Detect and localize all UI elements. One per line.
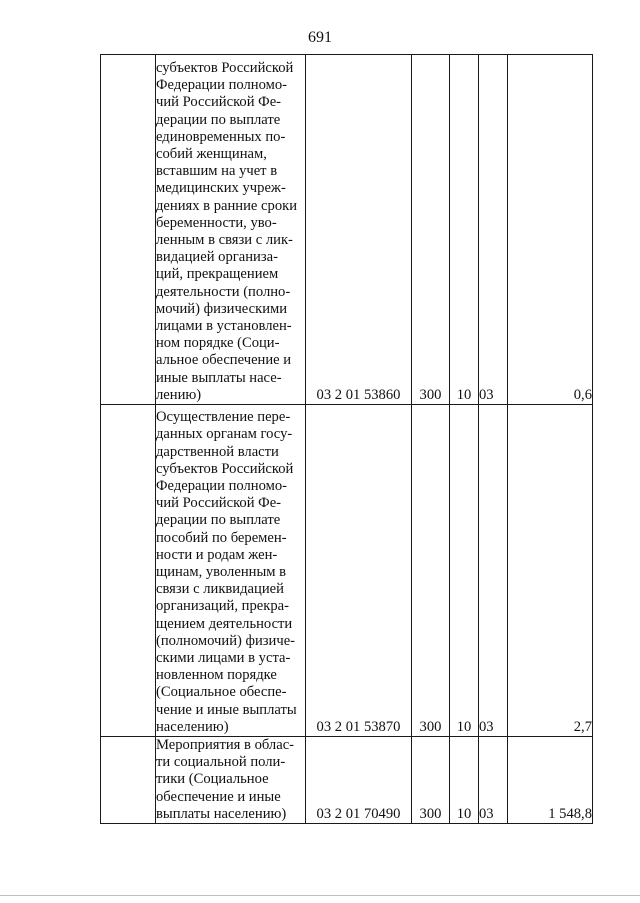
description-line: деятельности (полно- — [156, 283, 291, 300]
description-line: ций, прекращением — [156, 266, 279, 283]
description-line: альное обеспечение и — [156, 352, 292, 369]
row-expense-type: 300 — [412, 405, 450, 737]
row-target-code: 03 2 01 53870 — [306, 405, 412, 737]
row-blank-cell — [101, 405, 156, 737]
row-blank-cell — [101, 55, 156, 405]
table-row — [101, 405, 593, 737]
description-line: щением деятельности — [156, 615, 293, 632]
row-section: 10 — [450, 55, 479, 405]
row-target-code: 03 2 01 70490 — [306, 737, 412, 824]
description-line: дениях в ранние сроки — [156, 197, 298, 214]
row-expense-type: 300 — [412, 737, 450, 824]
description-line: чение и иные выплаты — [156, 701, 297, 718]
description-line: дарственной власти — [156, 443, 279, 460]
description-line: пособий по беремен- — [156, 529, 287, 546]
description-line: ности и родам жен- — [156, 546, 278, 563]
row-subsection: 03 — [479, 405, 508, 737]
row-amount: 1 548,8 — [508, 737, 593, 824]
description-line: мочий) физическими — [156, 300, 288, 317]
description-line: видацией организа- — [156, 249, 278, 266]
table-row — [101, 737, 593, 824]
description-line: ном порядке (Соци- — [156, 335, 280, 352]
description-line: Осуществление пере- — [156, 409, 291, 426]
row-amount: 0,6 — [508, 55, 593, 405]
description-line: вставшим на учет в — [156, 163, 278, 180]
description-line: тики (Социальное — [156, 771, 269, 788]
description-line: чий Российской Фе- — [156, 495, 282, 512]
description-line: лению) — [156, 386, 202, 403]
scan-edge-line — [0, 895, 640, 896]
description-line: лицами в установлен- — [156, 317, 292, 334]
description-line: собий женщинам, — [156, 145, 267, 162]
row-target-code: 03 2 01 53860 — [306, 55, 412, 405]
row-expense-type: 300 — [412, 55, 450, 405]
description-line: ти социальной поли- — [156, 754, 286, 771]
row-description — [156, 55, 306, 405]
page-number: 691 — [308, 29, 332, 46]
table-row — [101, 55, 593, 405]
description-line: (Социальное обеспе- — [156, 684, 287, 701]
description-line: субъектов Российской — [156, 59, 294, 76]
description-line: единовременных по- — [156, 128, 286, 145]
row-blank-cell — [101, 737, 156, 824]
description-line: чий Российской Фе- — [156, 94, 282, 111]
description-line: данных органам госу- — [156, 426, 293, 443]
description-line: субъектов Российской — [156, 460, 294, 477]
description-line: ленным в связи с лик- — [156, 231, 293, 248]
description-line: Федерации полномо- — [156, 77, 287, 94]
description-line: беременности, уво- — [156, 214, 277, 231]
description-line: (полномочий) физиче- — [156, 632, 296, 649]
row-description — [156, 737, 306, 824]
row-amount: 2,7 — [508, 405, 593, 737]
description-line: выплаты населению) — [156, 805, 287, 822]
budget-table — [100, 54, 593, 824]
row-subsection: 03 — [479, 55, 508, 405]
description-line: иные выплаты насе- — [156, 369, 282, 386]
description-line: новленном порядке — [156, 667, 277, 684]
description-line: Мероприятия в облас- — [156, 737, 295, 753]
row-subsection: 03 — [479, 737, 508, 824]
description-line: связи с ликвидацией — [156, 581, 284, 598]
row-description — [156, 405, 306, 737]
description-line: щинам, уволенным в — [156, 563, 287, 580]
description-line: Федерации полномо- — [156, 477, 287, 494]
row-section: 10 — [450, 737, 479, 824]
description-line: медицинских учреж- — [156, 180, 286, 197]
row-section: 10 — [450, 405, 479, 737]
description-line: обеспечение и иные — [156, 788, 281, 805]
description-line: скими лицами в уста- — [156, 649, 291, 666]
description-line: организаций, прекра- — [156, 598, 289, 615]
description-line: населению) — [156, 718, 229, 735]
description-line: дерации по выплате — [156, 111, 281, 128]
description-line: дерации по выплате — [156, 512, 281, 529]
